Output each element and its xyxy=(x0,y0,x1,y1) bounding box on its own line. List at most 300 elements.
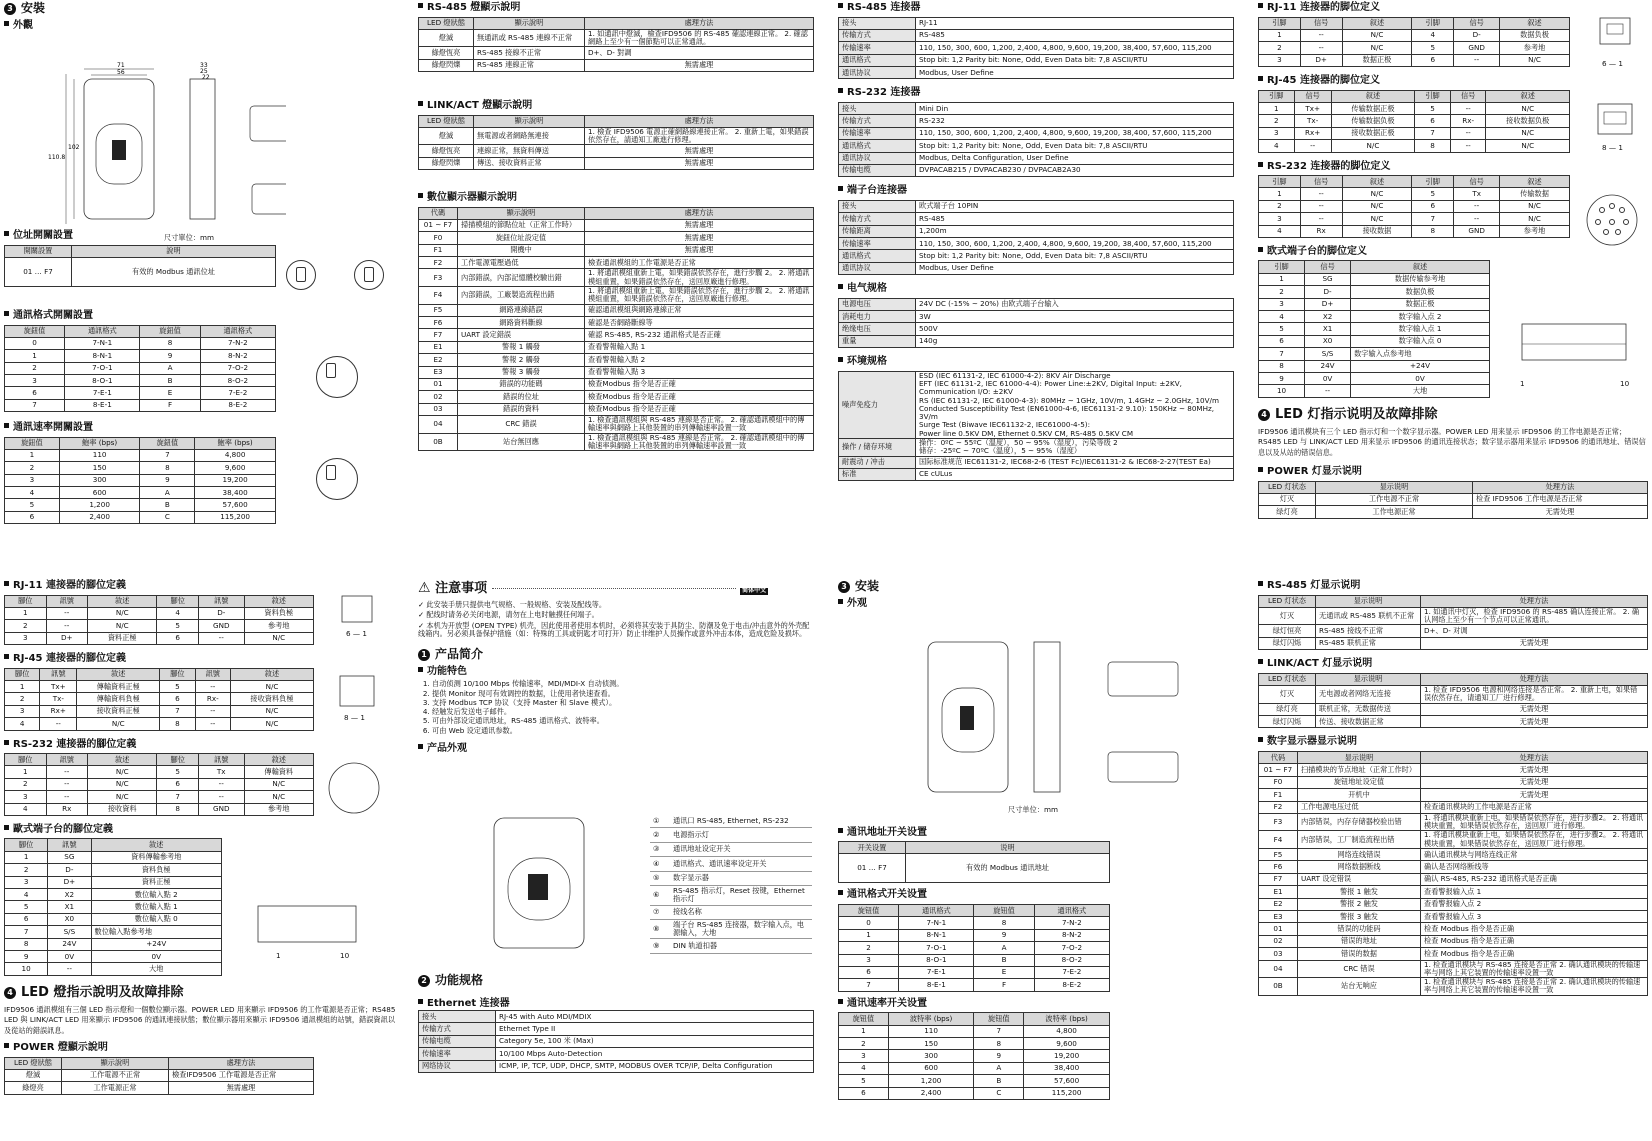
table-cell: ICMP, IP, TCP, UDP, DHCP, SMTP, MODBUS OVER TCP/IP, Delta Configuration xyxy=(496,1060,814,1072)
table-row xyxy=(1259,493,1648,505)
table-cell: D- xyxy=(198,607,244,619)
sc-fmt-table: 旋钮值 通讯格式 旋钮值 通讯格式 0 7-N-1 8 7-N-2 1 8-N-1 9 8-N-2 2 7-O-1 A 7-O-2 3 8-O-1 B 8-O-2 6 7-E-1 E 7-E-2 7 8-E-1 F 8-E-2 xyxy=(838,904,1110,992)
table-cell: RS-485 xyxy=(916,213,1234,225)
rs232c-table xyxy=(838,102,1234,177)
tw-eu-heading: 歐式端子台的腳位定義 xyxy=(13,823,113,835)
linkled-heading: LINK/ACT 燈顯示說明 xyxy=(427,100,533,111)
powerled-heading: POWER 灯显示说明 xyxy=(1267,466,1362,478)
eth-table xyxy=(418,1010,814,1073)
table-row xyxy=(839,942,1110,954)
table-cell: ③ xyxy=(650,842,670,856)
table-cell: 24V xyxy=(48,938,91,950)
notice-item: ✓ 配线时请务必关闭电源，请勿在上电时触摸任何端子。 xyxy=(418,610,599,620)
table-row xyxy=(5,705,314,717)
table-cell: 無需處理 xyxy=(585,145,814,157)
tw-pinout-column: RJ-11 連接器的腳位定義 腳位 訊號 敘述 腳位 訊號 敘述 1 -- N/C 4 D- 資料負極 2 -- N/C 5 GND 參考地 3 D+ 資料正極 6 -- N/C 6 — 1 RJ-45 連接器的腳位定義 腳位 訊號 敘述 腳位 訊號 敘述 1 Tx+ 傳輸資料正極 5 -- N/C 2 Tx- 傳輸資料負極 6 Rx- 接收資料負極 3 Rx+ 接收資料正極 7 -- N/C 4 -- N/C 8 -- N/C 8 — 1 RS-232 連接器的腳位定義 腳位 訊號 敘述 腳位 訊號 敘述 1 -- N/C 5 Tx 傳輸資料 2 -- N/C 6 -- N/C 3 -- N/C 7 -- N/C 4 Rx 接收資料 8 GND 參考地 歐式端子台的腳位定義 腳位 訊號 敘述 1 SG 資料傳輸參考地 2 D- 資料負極 3 D+ 資料正極 4 X2 數位輸入點 2 5 X1 數位輸入點 1 6 X0 數位輸入點 0 7 S/S 數位輸入點參考地 8 24V +24V 9 0V 0V 10 -- 大地 1 10 4 LED 燈指示說明及故障排除 IFD9506 通訊模組有三個 LED 指示燈和一個數位顯示器。POWER LED 用來顯示 IFD9506 的工作電源是否正常；RS485 LED 與 LINK/ACT LED 用來顯示 IFD9506 的通訊連接狀態；數位顯示器用來顯示 IFD9506 通訊模組的站號，錯誤資訊以及從站的錯誤訊息。 POWER 燈顯示說明 LED 燈狀態 顯示說明 處理方法 燈滅 工作電源不正常 檢查IFD9506 工作電源是否正常 綠燈亮 工作電源正常 無需處理 xyxy=(4,580,404,1095)
table-cell: F0 xyxy=(419,232,458,244)
table-row xyxy=(1259,813,1648,831)
table-cell: 綠燈閃爍 xyxy=(419,59,474,71)
table-cell: 通讯格式 xyxy=(839,140,916,152)
table-cell: 9 xyxy=(140,350,200,362)
table-cell: 8 xyxy=(1259,360,1305,372)
table-cell: -- xyxy=(46,778,88,790)
table-cell: F6 xyxy=(419,316,458,328)
feature-list: 1. 自动侦测 10/100 Mbps 传输速率，MDI/MDI-X 自动侦测。 2. 提供 Monitor 现可有效调控的数据，让使用者快速查看。 3. 支持 Modbus TCP 协议（支持 Master 和 Slave 模式）。 4. 经触发后发送电子邮件。 5. 可由外部设定通讯地址，RS-485 通讯格式、波特率。 6. 可由 Web 设定通讯参数。 xyxy=(432,680,814,735)
table-cell: 8-E-2 xyxy=(200,399,275,411)
table-cell: RS-485 联机正常 xyxy=(1316,637,1421,649)
table-cell: N/C xyxy=(1500,200,1570,212)
table-row xyxy=(839,17,1234,29)
table-cell: 绿灯恒亮 xyxy=(1259,625,1316,637)
table-cell: -- xyxy=(46,607,88,619)
table-row xyxy=(1259,886,1648,898)
table-row xyxy=(5,499,276,511)
table-cell: 内部错误，工厂制造流程出错 xyxy=(1298,831,1421,849)
rs232c-heading: RS-232 连接器 xyxy=(847,87,921,99)
table-cell: Rx+ xyxy=(40,705,77,717)
table-cell: 通讯口 RS-485, Ethernet, RS-232 xyxy=(670,814,812,828)
table-cell: 綠燈恆亮 xyxy=(419,47,474,59)
warning-icon: ⚠ xyxy=(418,580,431,596)
minidin-connector-icon xyxy=(1584,192,1640,248)
table-cell: N/C xyxy=(244,778,313,790)
table-cell: N/C xyxy=(231,718,314,730)
cert-marks: CE cULus xyxy=(916,468,1234,480)
table-cell: 2 xyxy=(1259,42,1301,54)
table-row xyxy=(5,851,222,863)
table-cell: 数字输入点 2 xyxy=(1351,311,1490,323)
table-cell: E3 xyxy=(419,366,458,378)
table-cell: Tx- xyxy=(1294,115,1331,127)
table-cell: 数据负极 xyxy=(1500,29,1570,41)
table-cell: 7-N-2 xyxy=(200,337,275,349)
table-cell: -- xyxy=(195,705,230,717)
rj45pin-heading: RJ-45 连接器的脚位定义 xyxy=(1267,75,1380,87)
table-row xyxy=(5,474,276,486)
table-cell: D+ xyxy=(46,632,88,644)
table-cell: 600 xyxy=(888,1062,974,1074)
table-cell: B xyxy=(140,499,195,511)
table-cell: N/C xyxy=(1500,213,1570,225)
table-cell: 24V DC (-15% ~ 20%) 由欧式端子台输入 xyxy=(916,298,1234,310)
baud-rotary-switch[interactable] xyxy=(316,458,358,500)
sc-baud-table: 旋钮值 波特率 (bps) 旋钮值 波特率 (bps) 1 110 7 4,800 2 150 8 9,600 3 300 9 19,200 4 600 A 38,400 5 1,200 B 57,600 6 2,400 C 115,200 xyxy=(838,1012,1110,1100)
table-cell: 灯灭 xyxy=(1259,607,1316,625)
table-cell: 無通訊或 RS-485 連線不正常 xyxy=(474,29,585,47)
table-row xyxy=(419,127,814,145)
table-cell: 3 xyxy=(1259,213,1301,225)
table-cell: -- xyxy=(1300,200,1342,212)
table-cell: 错误的数据 xyxy=(1298,948,1421,960)
table-cell: 传输速率 xyxy=(419,1048,496,1060)
table-cell: ① xyxy=(650,814,670,828)
table-row xyxy=(5,889,222,901)
table-cell: 数据正极 xyxy=(1351,298,1490,310)
table-cell: Tx xyxy=(1454,188,1500,200)
table-cell: 6 xyxy=(1412,200,1454,212)
table-row xyxy=(1259,625,1648,637)
table-cell: 150 xyxy=(59,462,140,474)
table-cell: 网络数据断线 xyxy=(1298,861,1421,873)
table-cell: 4 xyxy=(1259,311,1305,323)
table-cell: 9 xyxy=(5,950,48,962)
table-cell: 接头 xyxy=(419,1011,496,1023)
table-cell: 1 xyxy=(839,1025,889,1037)
table-cell: 1 xyxy=(1259,273,1305,285)
table-cell: 2 xyxy=(1259,200,1301,212)
table-cell: GND xyxy=(1454,42,1500,54)
table-row xyxy=(1259,286,1490,298)
table-cell: 8 xyxy=(974,917,1034,929)
table-cell: 1,200m xyxy=(916,225,1234,237)
table-cell: X2 xyxy=(1305,311,1351,323)
table-cell: 1 xyxy=(5,851,48,863)
table-row xyxy=(1259,764,1648,776)
table-row xyxy=(1259,506,1648,518)
table-cell: 6 xyxy=(5,387,65,399)
table-cell: -- xyxy=(1300,213,1342,225)
tw-led-heading: LED 燈指示說明及故障排除 xyxy=(21,984,184,1000)
table-cell: A xyxy=(140,487,195,499)
rs485led-section xyxy=(418,2,814,72)
table-cell: 7-E-1 xyxy=(65,387,140,399)
table-cell: 5 xyxy=(160,680,195,692)
table-row xyxy=(1259,298,1490,310)
look-heading: 产品外观 xyxy=(427,743,467,755)
table-cell: 端子台 RS-485 连接器，数字输入点，电源输入，大地 xyxy=(670,919,812,939)
table-cell: GND xyxy=(198,620,244,632)
table-cell: 6 xyxy=(157,632,199,644)
table-cell: 6 xyxy=(1259,335,1305,347)
table-row xyxy=(839,54,1234,66)
spec-column xyxy=(838,2,1234,481)
table-cell: 傳輸資料 xyxy=(244,766,313,778)
fmt-section xyxy=(4,306,284,412)
rotary-switch-x16-0[interactable] xyxy=(354,260,384,290)
table-row xyxy=(419,304,814,316)
table-cell: N/C xyxy=(88,766,157,778)
format-rotary-switch[interactable] xyxy=(316,356,358,398)
table-cell: 參考地 xyxy=(244,803,313,815)
table-cell: 3 xyxy=(1259,127,1295,139)
table-cell: A xyxy=(974,942,1034,954)
sc-appearance-heading: 外观 xyxy=(847,597,867,609)
table-cell: 綠燈閃爍 xyxy=(419,157,474,169)
table-cell: 1. 如通讯中灯灭，检查 IFD9506 的 RS-485 确认连接正常。 2. 确认网络上至少有一个节点可以正常通讯。 xyxy=(1421,607,1648,625)
table-cell: N/C xyxy=(1342,29,1412,41)
table-row xyxy=(1259,54,1570,66)
table-cell: ⑧ xyxy=(650,919,670,939)
table-row xyxy=(1259,935,1648,947)
table-cell: 数据正极 xyxy=(1342,54,1412,66)
table-row xyxy=(839,102,1234,114)
table-cell: 錯誤的資料 xyxy=(458,403,585,415)
table-cell: 数字输入点参考地 xyxy=(1351,348,1490,360)
table-cell: 2 xyxy=(5,620,47,632)
table-cell: 7 xyxy=(1259,348,1305,360)
table-cell: 工作電源正常 xyxy=(62,1082,169,1094)
termc-table xyxy=(838,200,1234,275)
table-cell: 6 xyxy=(1415,115,1451,127)
table-row xyxy=(5,449,276,461)
addr-section xyxy=(4,226,294,287)
table-cell: N/C xyxy=(1486,102,1570,114)
sc-addr-heading: 通讯地址开关设置 xyxy=(847,826,927,838)
table-cell: 检查 Modbus 指令是否正确 xyxy=(1421,935,1648,947)
fmt-heading: 通訊格式開關設置 xyxy=(13,310,93,321)
table-row xyxy=(1259,861,1648,873)
table-row xyxy=(5,791,314,803)
elec-heading: 电气规格 xyxy=(847,283,887,295)
table-cell: -- xyxy=(46,791,88,803)
table-row xyxy=(5,693,314,705)
table-cell: 7-E-2 xyxy=(200,387,275,399)
table-cell: N/C xyxy=(1342,213,1412,225)
table-cell: 錯誤的功能碼 xyxy=(458,378,585,390)
table-cell: 7 xyxy=(1415,127,1451,139)
dim-d1: 33 xyxy=(200,62,208,70)
table-row xyxy=(839,225,1234,237)
table-cell: 数据负极 xyxy=(1351,286,1490,298)
table-cell: 通讯协议 xyxy=(839,67,916,79)
table-row xyxy=(5,1069,314,1081)
table-row xyxy=(1259,849,1648,861)
table-row xyxy=(5,718,314,730)
table-cell: 8-E-1 xyxy=(65,399,140,411)
table-cell: 7-O-1 xyxy=(65,362,140,374)
table-cell: N/C xyxy=(77,718,160,730)
table-cell: 4 xyxy=(157,607,199,619)
dim-w1: 71 xyxy=(117,62,125,70)
table-cell: SG xyxy=(1305,273,1351,285)
table-cell: 网络协议 xyxy=(419,1060,496,1072)
table-cell: 04 xyxy=(419,416,458,434)
table-cell: N/C xyxy=(88,607,157,619)
table-cell: 2 xyxy=(839,942,899,954)
table-cell: 6 xyxy=(839,966,899,978)
table-cell: 传输速率 xyxy=(839,127,916,139)
table-cell: 01 xyxy=(1259,923,1298,935)
sc-install-heading: 安装 xyxy=(855,579,880,593)
sc-digits-table: 代码 显示说明 处理方法 01 ~ F7 扫描模块的节点地址（正常工作时） 无需处理 F0 旋钮地址设定值 无需处理 F1 开机中 无需处理 F2 工作电源电压过低 检查通讯模块的工作电源是否正常 F3 内部错误，内存存储器校验出错 1. 将通讯模块重新上电，如果错误依然存在，进行步骤2。 2. 将通讯模块重置，如果错误依然存在，送回原厂进行修理。 F4 内部错误，工厂制造流程出错 1. 将通讯模块重新上电，如果错误依然存在，进行步骤2。 2. 将通讯模块重置，如果错误依然存在，送回原厂进行修理。 F5 网络连线错误 确认通讯模块与网络连线正常 F6 网络数据断线 确认是否网络断线等 F7 UART 设定错误 确认 RS-485, RS-232 通讯格式是否正确 E1 警报 1 触发 查看警报输入点 1 E2 警报 2 触发 查看警报输入点 2 E3 警报 3 触发 查看警报输入点 3 01 错误的功能码 检查 Modbus 指令是否正确 02 错误的地址 检查 Modbus 指令是否正确 03 错误的数据 检查 Modbus 指令是否正确 04 CRC 错误 1. 检查通讯模块与 RS-485 连接是否正常 2. 确认通讯模块的传输速率与网络上其它装置的传输速率设置一致 0B 站台无响应 1. 检查通讯模块与 RS-485 连接是否正常 2. 确认通讯模块的传输速率与网络上其它装置的传输速率设置一致 xyxy=(1258,751,1648,996)
table-row xyxy=(5,680,314,692)
table-cell: 工作電源不正常 xyxy=(62,1069,169,1081)
table-row xyxy=(1259,716,1648,728)
table-cell: 1. 如通訊中燈滅，檢查IFD9506 的 RS-485 確認連線正常。 2. 確認網路上至少有一個節點可以正常通訊。 xyxy=(585,29,814,47)
table-cell: 工作电源正常 xyxy=(1316,506,1473,518)
table-cell: 無需處理 xyxy=(585,244,814,256)
table-cell: E2 xyxy=(419,354,458,366)
table-cell: 查看警報輸入點 1 xyxy=(585,341,814,353)
parts-list xyxy=(650,814,812,954)
table-cell: -- xyxy=(46,620,88,632)
table-cell: GND xyxy=(1454,225,1500,237)
rs232pin-table: 引脚 信号 叙述 引脚 信号 叙述 1 -- N/C 5 Tx 传输数据 2 -- N/C 6 -- N/C 3 -- N/C 7 -- N/C 4 Rx 接收数据 8 GND 参考地 xyxy=(1258,175,1570,238)
sc-unit-note: 尺寸单位：mm xyxy=(1008,805,1058,814)
table-row xyxy=(5,632,314,644)
table-cell: 115,200 xyxy=(1024,1087,1110,1099)
table-row xyxy=(1259,273,1490,285)
table-cell: 綠燈恆亮 xyxy=(419,145,474,157)
table-row xyxy=(419,354,814,366)
table-row xyxy=(419,403,814,415)
table-cell: 接收数据负极 xyxy=(1486,115,1570,127)
table-cell: 資料正極 xyxy=(88,632,157,644)
table-cell: 傳輸資料負極 xyxy=(77,693,160,705)
table-row xyxy=(5,620,314,632)
tw-rj11-table: 腳位 訊號 敘述 腳位 訊號 敘述 1 -- N/C 4 D- 資料負極 2 -- N/C 5 GND 參考地 3 D+ 資料正極 6 -- N/C xyxy=(4,595,314,646)
product-front-drawing xyxy=(454,812,624,956)
table-cell: 300 xyxy=(59,474,140,486)
device-drawing xyxy=(4,34,286,234)
tw-eu-table: 腳位 訊號 敘述 1 SG 資料傳輸參考地 2 D- 資料負極 3 D+ 資料正極 4 X2 數位輸入點 2 5 X1 數位輸入點 1 6 X0 數位輸入點 0 7 S/S 數位輸入點參考地 8 24V +24V 9 0V 0V 10 -- 大地 xyxy=(4,838,222,975)
table-row xyxy=(1259,348,1490,360)
table-cell: 警報 1 觸發 xyxy=(458,341,585,353)
table-cell: A xyxy=(140,362,200,374)
table-cell: ④ xyxy=(650,857,670,871)
table-row xyxy=(839,1087,1110,1099)
table-cell: 4 xyxy=(839,1062,889,1074)
sc-device-drawing xyxy=(838,612,1234,802)
table-cell: 无需处理 xyxy=(1421,716,1648,728)
table-cell: 7 xyxy=(974,1025,1024,1037)
rs485c-table xyxy=(838,17,1234,80)
tw-rj45-table: 腳位 訊號 敘述 腳位 訊號 敘述 1 Tx+ 傳輸資料正極 5 -- N/C 2 Tx- 傳輸資料負極 6 Rx- 接收資料負極 3 Rx+ 接收資料正極 7 -- N/C 4 -- N/C 8 -- N/C xyxy=(4,668,314,731)
table-cell: 3 xyxy=(1259,298,1305,310)
table-row xyxy=(5,766,314,778)
table-cell: 重量 xyxy=(839,335,916,347)
table-row xyxy=(1259,335,1490,347)
table-cell: 5 xyxy=(5,499,60,511)
table-row xyxy=(839,67,1234,79)
rs232pin-heading: RS-232 连接器的脚位定义 xyxy=(1267,160,1391,172)
table-cell: 数据传输参考地 xyxy=(1351,273,1490,285)
tw-rs232-table: 腳位 訊號 敘述 腳位 訊號 敘述 1 -- N/C 5 Tx 傳輸資料 2 -- N/C 6 -- N/C 3 -- N/C 7 -- N/C 4 Rx 接收資料 8 GND 參考地 xyxy=(4,753,314,816)
eupin-table: 引脚 信号 叙述 1 SG 数据传输参考地 2 D- 数据负极 3 D+ 数据正极 4 X2 数字输入点 2 5 X1 数字输入点 1 6 X0 数字输入点 0 7 S/S 数字输入点参考地 8 24V +24V 9 0V 0V 10 -- 大地 xyxy=(1258,260,1490,397)
table-cell: 8-N-2 xyxy=(200,350,275,362)
table-row xyxy=(1259,637,1648,649)
table-row xyxy=(839,1037,1110,1049)
table-cell: N/C xyxy=(244,791,313,803)
table-cell: 3 xyxy=(5,791,47,803)
table-row xyxy=(419,416,814,434)
table-cell: 传输电缆 xyxy=(839,164,916,176)
table-cell: 1. 检查 IFD9506 电源和网络连接是否正常。 2. 重新上电，如果错误依然存在，请通知工厂进行修理。 xyxy=(1421,686,1648,704)
table-cell: 灯灭 xyxy=(1259,686,1316,704)
table-row xyxy=(839,127,1234,139)
table-cell: 5 xyxy=(157,620,199,632)
features-heading: 功能特色 xyxy=(427,665,467,677)
table-cell: 7 xyxy=(839,979,899,991)
table-row xyxy=(1259,703,1648,715)
table-row xyxy=(419,257,814,269)
table-cell: B xyxy=(140,375,200,387)
table-cell: 7 xyxy=(140,449,195,461)
table-cell: 查看警報輸入點 2 xyxy=(585,354,814,366)
table-row xyxy=(1259,923,1648,935)
table-cell: 绿灯亮 xyxy=(1259,703,1316,715)
table-cell: D- xyxy=(1305,286,1351,298)
table-cell: F0 xyxy=(1259,776,1298,788)
table-row xyxy=(5,1082,314,1094)
baud-table: 旋鈕值 鮑率 (bps) 旋鈕值 鮑率 (bps) 1 110 7 4,800 2 150 8 9,600 3 300 9 19,200 4 600 A 38,400 5 1,200 B 57,600 6 2,400 C 115,200 xyxy=(4,437,276,525)
table-cell: 110, 150, 300, 600, 1,200, 2,400, 4,800, 9,600, 19,200, 38,400, 57,600, 115,200 xyxy=(916,127,1234,139)
table-cell: 連線正常，無資料傳送 xyxy=(474,145,585,157)
table-cell: Rx+ xyxy=(1294,127,1331,139)
table-cell: 內部錯誤，內部記憶體校驗出錯 xyxy=(458,269,585,287)
table-row xyxy=(839,979,1110,991)
table-cell: -- xyxy=(1450,127,1486,139)
table-row xyxy=(419,433,814,451)
table-cell: D- xyxy=(1454,29,1500,41)
table-cell: 1 xyxy=(5,607,47,619)
table-cell: 9,600 xyxy=(1024,1037,1110,1049)
table-cell: N/C xyxy=(88,791,157,803)
rj45-jack-icon xyxy=(1596,102,1636,142)
table-cell: 19,200 xyxy=(195,474,276,486)
table-row xyxy=(5,913,222,925)
table-cell: 开机中 xyxy=(1298,789,1421,801)
table-cell: 1 xyxy=(5,350,65,362)
table-cell: 150 xyxy=(888,1037,974,1049)
table-row xyxy=(1259,42,1570,54)
table-cell: F5 xyxy=(1259,849,1298,861)
table-cell: X1 xyxy=(1305,323,1351,335)
rotary-switch-x16-1[interactable] xyxy=(286,260,316,290)
table-cell: F6 xyxy=(1259,861,1298,873)
dim-d2: 25 xyxy=(200,68,208,76)
ledsec-paragraph: IFD9506 通讯模块有三个 LED 指示灯和一个数字显示器。POWER LED 用来显示 IFD9506 的工作电源是否正常；RS485 LED 与 LINK/ACT LED 用来显示 IFD9506 的通讯连接状态；数字显示器用来显示 IFD9506 的通讯地址、错误信息以及从站的错误信息。 xyxy=(1258,426,1646,457)
table-cell: 10/100 Mbps Auto-Detection xyxy=(496,1048,814,1060)
table-cell: 19,200 xyxy=(1024,1050,1110,1062)
table-cell: 110, 150, 300, 600, 1,200, 2,400, 4,800, 9,600, 19,200, 38,400, 57,600, 115,200 xyxy=(916,42,1234,54)
table-cell: 檢查Modbus 指令是否正確 xyxy=(585,378,814,390)
table-cell: 確認通訊模組與網路連線正常 xyxy=(585,304,814,316)
table-cell: F1 xyxy=(1259,789,1298,801)
sc-install-column: 3 安装 外观 尺寸单位：mm 通讯地址开关设置 开关设置 说明 01 … F7 有效的 Modbus 通讯地址 通讯格式开关设置 旋钮值 通讯格式 旋钮值 通讯格式 0 7-N-1 8 7-N-2 1 8-N-1 9 8-N-2 2 7-O-1 A 7-O-2 3 8-O-1 B 8-O-2 6 7-E-1 E 7-E-2 7 8-E-1 F 8-E-2 通讯速率开关设置 旋钮值 波特率 (bps) 旋钮值 波特率 (bps) 1 110 7 4,800 2 150 8 9,600 3 300 9 19,200 4 600 A 38,400 5 1,200 B 57,600 6 2,400 C 115,200 xyxy=(838,580,1234,1100)
dim-w2: 56 xyxy=(117,69,125,77)
table-cell: F4 xyxy=(1259,831,1298,849)
table-cell: -- xyxy=(198,778,244,790)
table-cell: 7-E-1 xyxy=(899,966,974,978)
table-cell: 無電源或者網路無連接 xyxy=(474,127,585,145)
table-cell: X0 xyxy=(1305,335,1351,347)
table-cell: 5 xyxy=(157,766,199,778)
table-cell: 9 xyxy=(1259,372,1305,384)
table-cell: 資料負極 xyxy=(244,607,313,619)
table-cell: 開機中 xyxy=(458,244,585,256)
table-cell: N/C xyxy=(1486,140,1570,152)
table-cell: 传送、接收数据正常 xyxy=(1316,716,1421,728)
table-row xyxy=(839,262,1234,274)
table-cell: Rx xyxy=(46,803,88,815)
table-cell: 0V xyxy=(91,950,222,962)
table-cell: 110, 150, 300, 600, 1,200, 2,400, 4,800, 9,600, 19,200, 38,400, 57,600, 115,200 xyxy=(916,237,1234,249)
table-row xyxy=(839,237,1234,249)
table-cell: ⑤ xyxy=(650,871,670,885)
table-row xyxy=(839,140,1234,152)
table-cell: 绿灯闪烁 xyxy=(1259,716,1316,728)
language-tag: 简体中文 xyxy=(742,587,767,594)
table-row xyxy=(650,885,812,905)
table-cell: 燈滅 xyxy=(419,29,474,47)
table-cell: -- xyxy=(1300,42,1342,54)
table-cell: 传输速率 xyxy=(839,237,916,249)
table-cell: CRC 错误 xyxy=(1298,960,1421,978)
table-cell: E xyxy=(974,966,1034,978)
table-cell: Rx- xyxy=(195,693,230,705)
table-cell: S/S xyxy=(48,926,91,938)
